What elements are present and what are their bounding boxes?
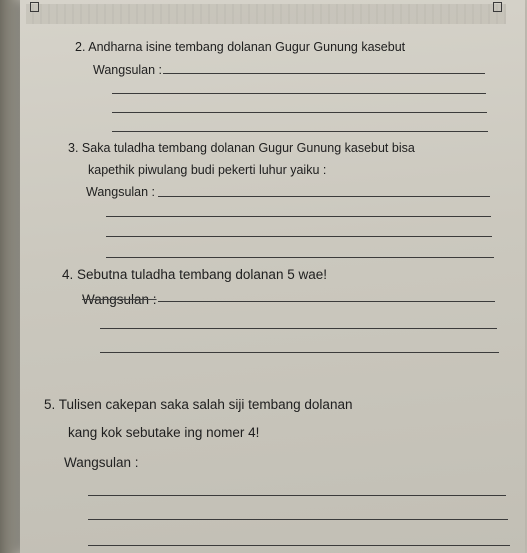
- answer-line: [106, 236, 492, 237]
- question-2-text: Andharna isine tembang dolanan Gugur Gunung kasebut: [88, 40, 406, 54]
- answer-line: [112, 131, 488, 132]
- answer-line: [158, 196, 490, 197]
- question-5: [44, 397, 352, 412]
- question-4: [62, 267, 327, 282]
- answer-line: [106, 257, 494, 258]
- top-border-strip: [26, 4, 506, 24]
- answer-line: [163, 73, 485, 74]
- answer-line: [88, 545, 510, 546]
- question-2-number: 2.: [75, 40, 86, 54]
- question-5-text-line-1: Tulisen cakepan saka salah siji tembang dolanan: [58, 397, 353, 412]
- question-5-answer-label: Wangsulan :: [64, 455, 139, 470]
- question-2-answer-label: Wangsulan :: [93, 63, 163, 77]
- question-3-text-line-1: Saka tuladha tembang dolanan Gugur Gunung kasebut bisa: [81, 141, 415, 155]
- question-5-text-line-2: kang kok sebutake ing nomer 4!: [68, 425, 260, 440]
- question-3-answer-label: Wangsulan :: [86, 185, 156, 199]
- corner-box-right: [493, 2, 502, 12]
- answer-line: [158, 301, 495, 302]
- question-5-number: 5.: [44, 397, 56, 412]
- question-3-number: 3.: [68, 141, 79, 155]
- question-3: [68, 141, 415, 155]
- question-4-number: 4.: [62, 267, 74, 282]
- answer-line: [100, 352, 499, 353]
- answer-line: [112, 93, 486, 94]
- question-4-text: Sebutna tuladha tembang dolanan 5 wae!: [77, 267, 327, 282]
- question-4-answer-label: Wangsulan :: [82, 292, 157, 307]
- answer-line: [88, 495, 506, 496]
- answer-line: [106, 216, 491, 217]
- corner-box-left: [30, 2, 39, 12]
- answer-line: [100, 328, 497, 329]
- question-2: [75, 40, 405, 54]
- question-3-text-line-2: kapethik piwulang budi pekerti luhur yaiku :: [88, 163, 327, 177]
- answer-line: [88, 519, 508, 520]
- answer-line: [112, 112, 487, 113]
